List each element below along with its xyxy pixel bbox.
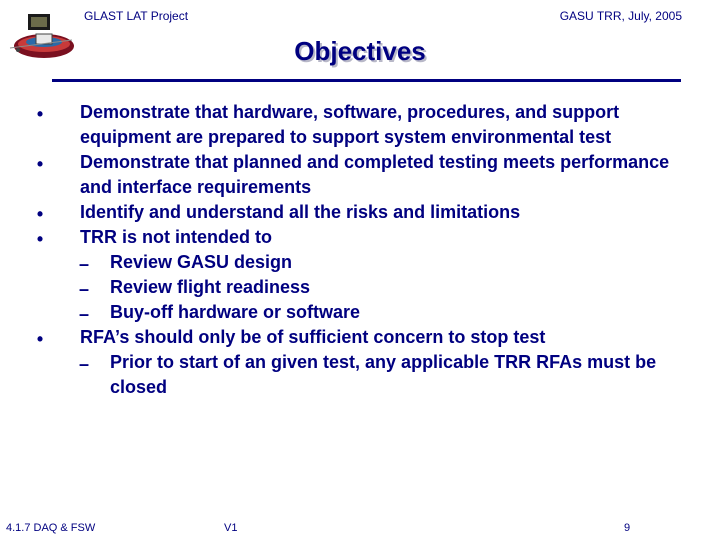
review-name: GASU TRR, July, 2005 (559, 9, 682, 23)
sub-bullet-item (30, 300, 700, 325)
title-rule (52, 79, 681, 82)
bullet-marker: • (36, 154, 44, 174)
bullet-marker: • (36, 229, 44, 249)
dash-marker: – (78, 354, 89, 374)
bullet-marker: • (36, 104, 44, 124)
bullet-marker: • (36, 204, 44, 224)
dash-marker: – (78, 254, 89, 274)
dash-marker: – (78, 279, 89, 299)
bullet-text: Demonstrate that hardware, software, procedures, and support equipment are prepared to support system environmental test (80, 102, 620, 147)
bullet-text: Prior to start of an given test, any applicable TRR RFAs must be closed (110, 352, 657, 397)
page-number: 9 (624, 522, 631, 534)
bullet-text: Demonstrate that planned and completed testing meets performance and interface requirements (80, 152, 670, 197)
sub-bullet-item (30, 350, 700, 400)
bullet-text: RFA’s should only be of sufficient concern to stop test (80, 327, 546, 347)
bullet-text: Buy-off hardware or software (110, 302, 361, 322)
bullet-text: Identify and understand all the risks and limitations (80, 202, 521, 222)
bullet-text: TRR is not intended to (80, 227, 272, 247)
dash-marker: – (78, 304, 89, 324)
bullet-text: Review GASU design (110, 252, 293, 272)
bullet-item (30, 150, 700, 200)
bullet-item (30, 325, 700, 350)
slide-title: Objectives (294, 36, 426, 66)
bullet-text: Review flight readiness (110, 277, 311, 297)
footer-version: V1 (224, 522, 238, 534)
bullet-list (30, 100, 700, 400)
bullet-marker: • (36, 329, 44, 349)
bullet-item (30, 225, 700, 250)
footer-section: 4.1.7 DAQ & FSW (6, 522, 96, 534)
bullet-item (30, 100, 700, 150)
bullet-item (30, 200, 700, 225)
project-name: GLAST LAT Project (84, 9, 189, 23)
sub-bullet-item (30, 275, 700, 300)
sub-bullet-item (30, 250, 700, 275)
